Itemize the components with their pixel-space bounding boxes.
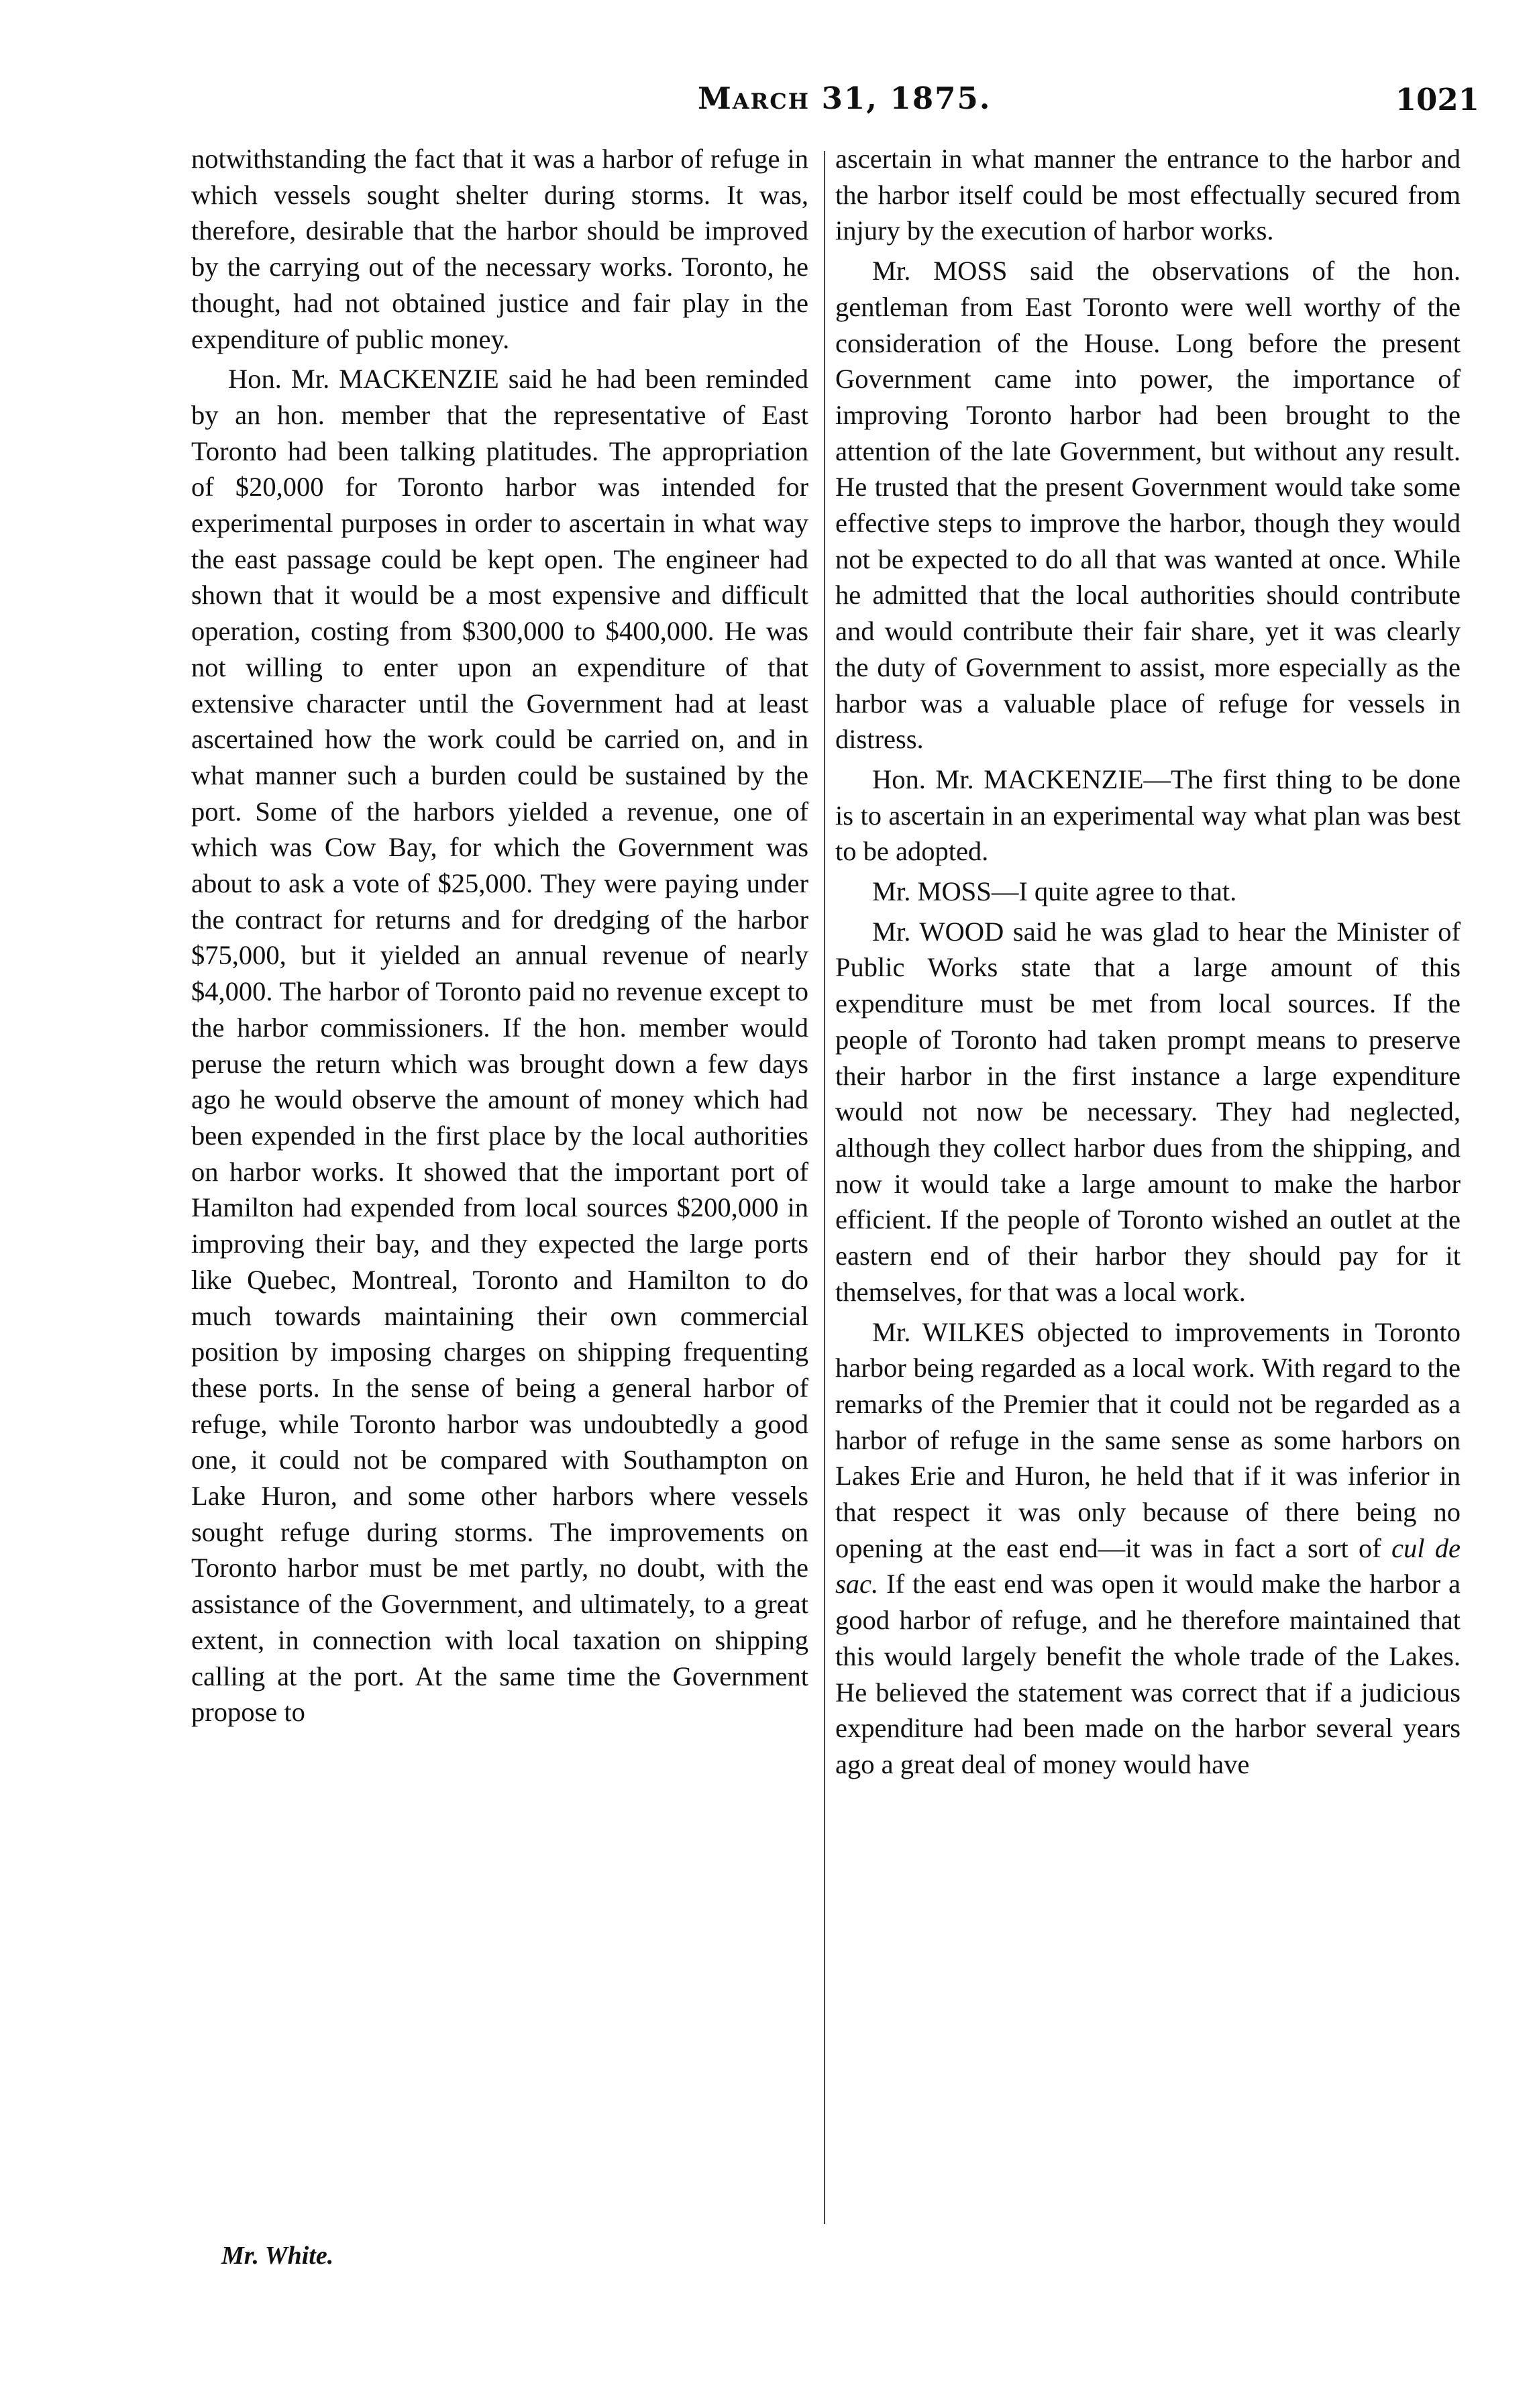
wilkes-text-b: If the east end was open it would make the harbor a good harbor of refuge, and he therefore maintained that this would largely benefit the whole trade of the Lakes. He believed the statement was correct that if a judicious expenditure had been made on the harbor several years ago a great deal of money would have <box>835 1569 1461 1779</box>
right-paragraph-5: Mr. WOOD said he was glad to hear the Minister of Public Works state that a large amount of this expenditure must be met from local sources. If the people of Toronto had taken prompt means to preserve their harbor in the first instance a large expenditure would not now be necessary. They had neglected, although they collect harbor dues from the shipping, and now it would take a large amount to make the harbor efficient. If the people of Toronto wished an outlet at the eastern end of their harbor they should pay for it themselves, for that was a local work. <box>835 916 1461 1307</box>
header-date: March 31, 1875. <box>698 81 992 116</box>
right-column <box>835 141 1461 1787</box>
footer-speaker-name: Mr. White. <box>221 2242 334 2270</box>
right-paragraph-1: ascertain in what manner the entrance to the harbor and the harbor itself could be most effectually secured from injury by the execution of harbor works. <box>835 144 1461 246</box>
right-paragraph-4: Mr. MOSS—I quite agree to that. <box>872 876 1237 907</box>
left-paragraph-1: notwithstanding the fact that it was a harbor of refuge in which vessels sought shelter during storms. It was, therefore, desirable that the harbor should be improved by the carrying out of the necessary works. Toronto, he thought, had not obtained justice and fair play in the expenditure of public money. <box>191 144 808 354</box>
column-divider <box>824 151 825 2224</box>
page-header <box>0 81 1533 127</box>
right-paragraph-2: Mr. MOSS said the observations of the hon. gentleman from East Toronto were well worthy of the consideration of the House. Long before the present Government came into power, the importance of improving Toronto harbor had been brought to the attention of the late Government, but without any result. He trusted that the present Government would take some effective steps to improve the harbor, though they would not be expected to do all that was wanted at once. While he admitted that the local authorities should contribute and would contribute their fair share, yet it was clearly the duty of Government to assist, more especially as the harbor was a valuable place of refuge for vessels in distress. <box>835 256 1461 755</box>
cul-de-sac-italic: cul de sac. <box>835 1532 1461 1600</box>
right-paragraph-3: Hon. Mr. MACKENZIE—The first thing to be done is to ascertain in an experimental way what plan was best to be adopted. <box>835 764 1461 867</box>
left-column <box>191 141 808 1734</box>
left-paragraph-2: Hon. Mr. MACKENZIE said he had been reminded by an hon. member that the representative of East Toronto had been talking platitudes. The appropriation of $20,000 for Toronto harbor was intended for experimental purposes in order to ascertain in what way the east passage could be kept open. The engineer had shown that it would be a most expensive and difficult operation, costing from $300,000 to $400,000. He was not willing to enter upon an expenditure of that extensive character until the Government had at least ascertained how the work could be carried on, and in what manner such a burden could be sustained by the port. Some of the harbors yielded a revenue, one of which was Cow Bay, for which the Government was about to ask a vote of $25,000. They were paying under the contract for returns and for dredging of the harbor $75,000, but it yielded an annual revenue of nearly $4,000. The harbor of Toronto paid no revenue except to the harbor commissioners. If the hon. member would peruse the return which was brought down a few days ago he would observe the amount of money which had been expended in the first place by the local authorities on harbor works. It showed that the important port of Hamilton had expended from local sources $200,000 in improving their bay, and they expected the large ports like Quebec, Montreal, Toronto and Hamilton to do much towards maintaining their own commercial position by imposing charges on shipping frequenting these ports. In the sense of being a general harbor of refuge, while Toronto harbor was undoubtedly a good one, it could not be compared with Southampton on Lake Huron, and some other harbors where vessels sought refuge during storms. The improvements on Toronto harbor must be met partly, no doubt, with the assistance of the Government, and ultimately, to a great extent, in connection with local taxation on shipping calling at the port. At the same time the Government propose to <box>191 364 808 1728</box>
right-paragraph-6 <box>835 1314 1461 1783</box>
page-number: 1021 <box>1395 82 1479 117</box>
wilkes-text-a: Mr. WILKES objected to improvements in Toronto harbor being regarded as a local work. With regard to the remarks of the Premier that it could not be regarded as a harbor of refuge in the same sense as some harbors on Lakes Erie and Huron, he held that if it was inferior in that respect it was only because of there being no opening at the east end—it was in fact a sort of <box>835 1316 1461 1563</box>
